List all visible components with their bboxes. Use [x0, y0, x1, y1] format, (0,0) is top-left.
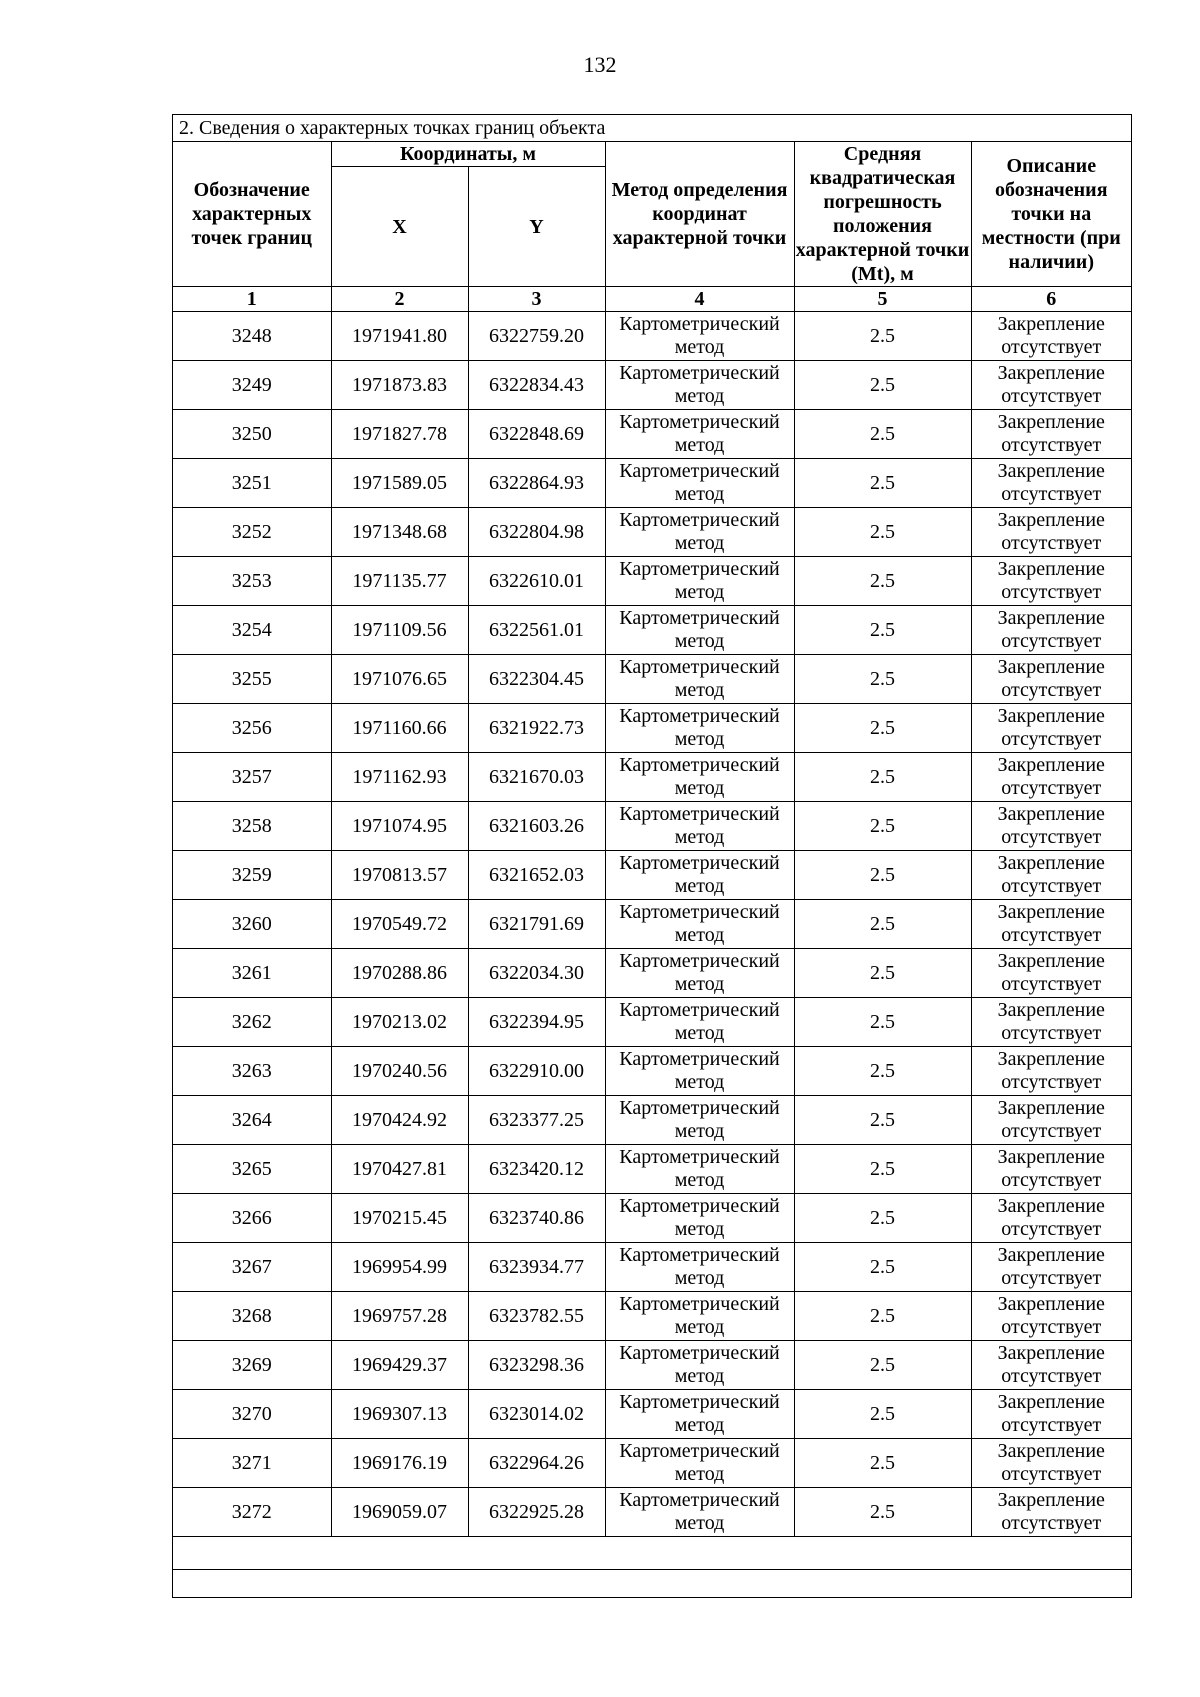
empty-cell — [173, 1537, 1131, 1570]
header-point-designation: Обозначение характерных точек границ — [173, 142, 331, 287]
cell-error: 2.5 — [794, 508, 971, 557]
table-row — [173, 508, 1131, 557]
table-row — [173, 1194, 1131, 1243]
cell-y: 6322034.30 — [468, 949, 605, 998]
cell-y: 6322394.95 — [468, 998, 605, 1047]
cell-error: 2.5 — [794, 1390, 971, 1439]
cell-error: 2.5 — [794, 1341, 971, 1390]
cell-point: 3264 — [173, 1096, 331, 1145]
cell-description: Закрепление отсутствует — [971, 1047, 1131, 1096]
cell-method: Картометрический метод — [605, 655, 794, 704]
cell-method: Картометрический метод — [605, 459, 794, 508]
column-number: 3 — [468, 287, 605, 312]
cell-error: 2.5 — [794, 753, 971, 802]
cell-y: 6322834.43 — [468, 361, 605, 410]
cell-y: 6321922.73 — [468, 704, 605, 753]
cell-description: Закрепление отсутствует — [971, 851, 1131, 900]
cell-method: Картометрический метод — [605, 606, 794, 655]
cell-error: 2.5 — [794, 998, 971, 1047]
cell-description: Закрепление отсутствует — [971, 753, 1131, 802]
table-row — [173, 1390, 1131, 1439]
cell-method: Картометрический метод — [605, 1145, 794, 1194]
column-number: 6 — [971, 287, 1131, 312]
table-row — [173, 1439, 1131, 1488]
cell-y: 6322864.93 — [468, 459, 605, 508]
cell-method: Картометрический метод — [605, 361, 794, 410]
cell-method: Картометрический метод — [605, 1439, 794, 1488]
cell-description: Закрепление отсутствует — [971, 459, 1131, 508]
cell-x: 1971589.05 — [331, 459, 468, 508]
cell-point: 3248 — [173, 312, 331, 361]
cell-error: 2.5 — [794, 851, 971, 900]
cell-description: Закрепление отсутствует — [971, 1243, 1131, 1292]
cell-x: 1971348.68 — [331, 508, 468, 557]
table-row — [173, 949, 1131, 998]
cell-y: 6323782.55 — [468, 1292, 605, 1341]
cell-point: 3265 — [173, 1145, 331, 1194]
cell-description: Закрепление отсутствует — [971, 1390, 1131, 1439]
boundary-points-table — [173, 142, 1131, 1570]
cell-y: 6323934.77 — [468, 1243, 605, 1292]
cell-error: 2.5 — [794, 1194, 971, 1243]
table-row — [173, 998, 1131, 1047]
cell-y: 6322759.20 — [468, 312, 605, 361]
table-row — [173, 851, 1131, 900]
cell-y: 6323420.12 — [468, 1145, 605, 1194]
header-row — [173, 142, 1131, 167]
cell-point: 3257 — [173, 753, 331, 802]
cell-y: 6322610.01 — [468, 557, 605, 606]
cell-error: 2.5 — [794, 949, 971, 998]
table-row — [173, 1047, 1131, 1096]
cell-method: Картометрический метод — [605, 949, 794, 998]
table-row — [173, 1341, 1131, 1390]
cell-point: 3259 — [173, 851, 331, 900]
cell-description: Закрепление отсутствует — [971, 949, 1131, 998]
cell-y: 6323298.36 — [468, 1341, 605, 1390]
cell-y: 6323740.86 — [468, 1194, 605, 1243]
cell-y: 6321652.03 — [468, 851, 605, 900]
cell-point: 3260 — [173, 900, 331, 949]
cell-error: 2.5 — [794, 312, 971, 361]
cell-y: 6322925.28 — [468, 1488, 605, 1537]
cell-x: 1970424.92 — [331, 1096, 468, 1145]
cell-point: 3261 — [173, 949, 331, 998]
cell-method: Картометрический метод — [605, 753, 794, 802]
cell-x: 1970427.81 — [331, 1145, 468, 1194]
cell-point: 3249 — [173, 361, 331, 410]
cell-x: 1971076.65 — [331, 655, 468, 704]
cell-error: 2.5 — [794, 655, 971, 704]
cell-description: Закрепление отсутствует — [971, 606, 1131, 655]
cell-error: 2.5 — [794, 1243, 971, 1292]
cell-x: 1970213.02 — [331, 998, 468, 1047]
cell-y: 6323377.25 — [468, 1096, 605, 1145]
cell-method: Картометрический метод — [605, 1390, 794, 1439]
cell-point: 3256 — [173, 704, 331, 753]
cell-error: 2.5 — [794, 704, 971, 753]
table-row — [173, 753, 1131, 802]
cell-point: 3262 — [173, 998, 331, 1047]
cell-point: 3271 — [173, 1439, 331, 1488]
cell-x: 1970288.86 — [331, 949, 468, 998]
cell-point: 3258 — [173, 802, 331, 851]
cell-method: Картометрический метод — [605, 1194, 794, 1243]
cell-error: 2.5 — [794, 606, 971, 655]
cell-point: 3266 — [173, 1194, 331, 1243]
table-row — [173, 606, 1131, 655]
cell-description: Закрепление отсутствует — [971, 1488, 1131, 1537]
cell-point: 3252 — [173, 508, 331, 557]
cell-point: 3272 — [173, 1488, 331, 1537]
cell-description: Закрепление отсутствует — [971, 900, 1131, 949]
cell-point: 3255 — [173, 655, 331, 704]
header-method: Метод определения координат характерной точки — [605, 142, 794, 287]
cell-error: 2.5 — [794, 1292, 971, 1341]
cell-method: Картометрический метод — [605, 1096, 794, 1145]
table-row — [173, 1292, 1131, 1341]
cell-method: Картометрический метод — [605, 508, 794, 557]
cell-y: 6321791.69 — [468, 900, 605, 949]
cell-y: 6322561.01 — [468, 606, 605, 655]
cell-method: Картометрический метод — [605, 557, 794, 606]
page-number: 132 — [583, 52, 617, 77]
cell-description: Закрепление отсутствует — [971, 655, 1131, 704]
cell-x: 1970813.57 — [331, 851, 468, 900]
cell-method: Картометрический метод — [605, 998, 794, 1047]
cell-x: 1971135.77 — [331, 557, 468, 606]
table-row — [173, 410, 1131, 459]
header-description: Описание обозначения точки на местности (при наличии) — [971, 142, 1131, 287]
cell-y: 6322910.00 — [468, 1047, 605, 1096]
table-row — [173, 361, 1131, 410]
cell-description: Закрепление отсутствует — [971, 312, 1131, 361]
cell-error: 2.5 — [794, 557, 971, 606]
cell-y: 6322964.26 — [468, 1439, 605, 1488]
header-error: Средняя квадратическая погрешность положения характерной точки (Mt), м — [795, 143, 970, 285]
cell-error: 2.5 — [794, 1096, 971, 1145]
cell-x: 1971827.78 — [331, 410, 468, 459]
cell-description: Закрепление отсутствует — [971, 1194, 1131, 1243]
cell-error: 2.5 — [794, 900, 971, 949]
cell-method: Картометрический метод — [605, 1292, 794, 1341]
cell-x: 1970240.56 — [331, 1047, 468, 1096]
cell-y: 6321670.03 — [468, 753, 605, 802]
cell-x: 1970215.45 — [331, 1194, 468, 1243]
cell-y: 6321603.26 — [468, 802, 605, 851]
column-number: 2 — [331, 287, 468, 312]
cell-description: Закрепление отсутствует — [971, 998, 1131, 1047]
cell-method: Картометрический метод — [605, 1488, 794, 1537]
column-number: 4 — [605, 287, 794, 312]
table-row — [173, 557, 1131, 606]
cell-description: Закрепление отсутствует — [971, 1341, 1131, 1390]
cell-x: 1969059.07 — [331, 1488, 468, 1537]
table-body — [173, 312, 1131, 1537]
cell-point: 3263 — [173, 1047, 331, 1096]
cell-description: Закрепление отсутствует — [971, 361, 1131, 410]
cell-error: 2.5 — [794, 1145, 971, 1194]
table-row — [173, 802, 1131, 851]
section-title: 2. Сведения о характерных точках границ объекта — [173, 115, 1131, 142]
cell-x: 1971873.83 — [331, 361, 468, 410]
cell-y: 6322804.98 — [468, 508, 605, 557]
cell-point: 3253 — [173, 557, 331, 606]
boundary-points-section — [172, 114, 1132, 1598]
cell-description: Закрепление отсутствует — [971, 1439, 1131, 1488]
cell-x: 1969757.28 — [331, 1292, 468, 1341]
cell-method: Картометрический метод — [605, 1341, 794, 1390]
cell-point: 3268 — [173, 1292, 331, 1341]
cell-x: 1969307.13 — [331, 1390, 468, 1439]
cell-method: Картометрический метод — [605, 900, 794, 949]
header-coordinates: Координаты, м — [331, 142, 605, 167]
cell-method: Картометрический метод — [605, 851, 794, 900]
table-row — [173, 1096, 1131, 1145]
header-x: X — [331, 167, 468, 287]
cell-y: 6322304.45 — [468, 655, 605, 704]
cell-description: Закрепление отсутствует — [971, 704, 1131, 753]
table-row — [173, 900, 1131, 949]
cell-error: 2.5 — [794, 1488, 971, 1537]
cell-description: Закрепление отсутствует — [971, 410, 1131, 459]
cell-point: 3269 — [173, 1341, 331, 1390]
cell-point: 3251 — [173, 459, 331, 508]
cell-x: 1971074.95 — [331, 802, 468, 851]
cell-point: 3270 — [173, 1390, 331, 1439]
table-row — [173, 1488, 1131, 1537]
cell-description: Закрепление отсутствует — [971, 802, 1131, 851]
cell-method: Картометрический метод — [605, 802, 794, 851]
cell-error: 2.5 — [794, 1439, 971, 1488]
cell-point: 3250 — [173, 410, 331, 459]
cell-error: 2.5 — [794, 361, 971, 410]
cell-description: Закрепление отсутствует — [971, 1145, 1131, 1194]
cell-method: Картометрический метод — [605, 312, 794, 361]
table-row — [173, 1145, 1131, 1194]
column-number: 1 — [173, 287, 331, 312]
empty-row — [173, 1537, 1131, 1570]
column-number-row — [173, 287, 1131, 312]
cell-x: 1971160.66 — [331, 704, 468, 753]
cell-error: 2.5 — [794, 410, 971, 459]
cell-x: 1969429.37 — [331, 1341, 468, 1390]
table-row — [173, 459, 1131, 508]
cell-y: 6323014.02 — [468, 1390, 605, 1439]
cell-method: Картометрический метод — [605, 1243, 794, 1292]
cell-x: 1971941.80 — [331, 312, 468, 361]
cell-method: Картометрический метод — [605, 1047, 794, 1096]
table-row — [173, 655, 1131, 704]
cell-description: Закрепление отсутствует — [971, 508, 1131, 557]
cell-method: Картометрический метод — [605, 704, 794, 753]
cell-description: Закрепление отсутствует — [971, 557, 1131, 606]
cell-error: 2.5 — [794, 459, 971, 508]
cell-y: 6322848.69 — [468, 410, 605, 459]
cell-x: 1969176.19 — [331, 1439, 468, 1488]
cell-description: Закрепление отсутствует — [971, 1096, 1131, 1145]
cell-x: 1971109.56 — [331, 606, 468, 655]
column-number: 5 — [794, 287, 971, 312]
cell-error: 2.5 — [794, 1047, 971, 1096]
cell-x: 1969954.99 — [331, 1243, 468, 1292]
table-row — [173, 704, 1131, 753]
cell-method: Картометрический метод — [605, 410, 794, 459]
header-y: Y — [468, 167, 605, 287]
cell-error: 2.5 — [794, 802, 971, 851]
cell-x: 1971162.93 — [331, 753, 468, 802]
table-row — [173, 1243, 1131, 1292]
cell-description: Закрепление отсутствует — [971, 1292, 1131, 1341]
cell-x: 1970549.72 — [331, 900, 468, 949]
table-row — [173, 312, 1131, 361]
cell-point: 3267 — [173, 1243, 331, 1292]
cell-point: 3254 — [173, 606, 331, 655]
